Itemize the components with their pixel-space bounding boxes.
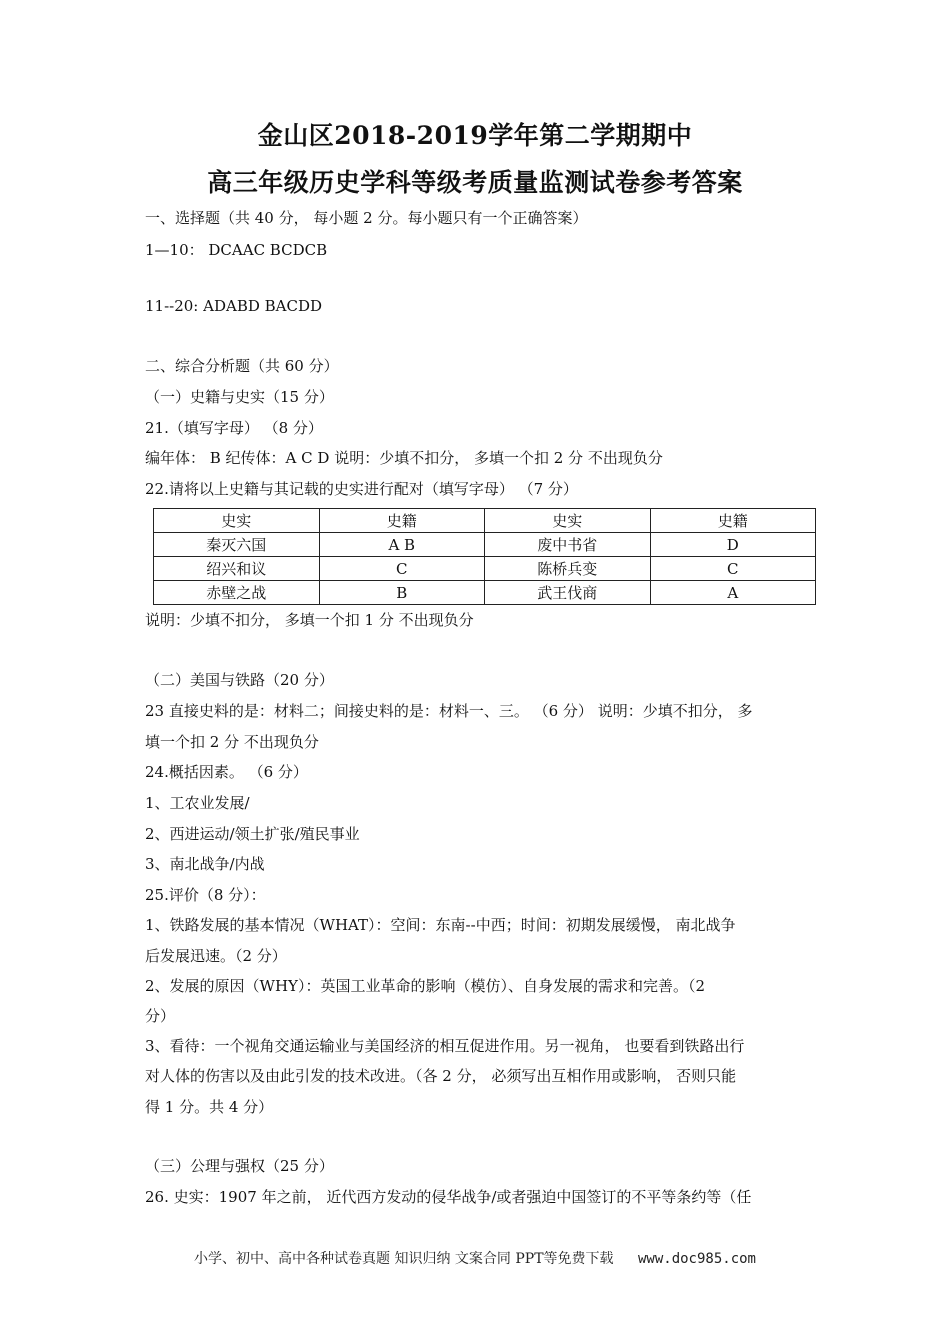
q25-item-2-line2: 分） (145, 1007, 176, 1025)
table-row (154, 533, 816, 557)
q24-prompt: 24.概括因素。 （6 分） (145, 763, 308, 781)
table-header-cell: 史实 (485, 509, 651, 533)
section2-heading: 二、综合分析题（共 60 分） (145, 357, 339, 375)
q24-item-1: 1、工农业发展/ (145, 794, 250, 812)
q25-item-3-line3: 得 1 分。共 4 分） (145, 1098, 274, 1116)
q25-item-2-line1: 2、发展的原因（WHY）：英国工业革命的影响（模仿）、自身发展的需求和完善。（2 (145, 977, 705, 995)
table-header-cell: 史实 (154, 509, 320, 533)
table-cell: 陈桥兵变 (485, 557, 651, 581)
q21-prompt: 21.（填写字母） （8 分） (145, 419, 323, 437)
answers-11-20: 11--20: ADABD BACDD (145, 297, 323, 315)
page-title: 金山区2018-2019学年第二学期期中 (257, 121, 693, 150)
table-header-row (154, 509, 816, 533)
table-cell: C (650, 557, 816, 581)
table-cell: A B (319, 533, 485, 557)
table-cell: D (650, 533, 816, 557)
table-cell: A (650, 581, 816, 605)
table-row (154, 557, 816, 581)
q22-note: 说明：少填不扣分， 多填一个扣 1 分 不出现负分 (145, 611, 474, 629)
page-subtitle: 高三年级历史学科等级考质量监测试卷参考答案 (207, 168, 743, 197)
q25-item-1-line2: 后发展迅速。（2 分） (145, 947, 287, 965)
q25-item-3-line1: 3、看待：一个视角交通运输业与美国经济的相互促进作用。另一视角， 也要看到铁路出行 (145, 1037, 745, 1055)
table-cell: B (319, 581, 485, 605)
answers-1-10: 1—10： DCAAC BCDCB (145, 241, 328, 259)
part3-heading: （三）公理与强权（25 分） (145, 1157, 334, 1175)
q25-prompt: 25.评价（8 分）： (145, 886, 266, 904)
table-cell: 秦灭六国 (154, 533, 320, 557)
q25-item-1-line1: 1、铁路发展的基本情况（WHAT）：空间：东南--中西；时间：初期发展缓慢， 南北战争 (145, 916, 736, 934)
table-cell: C (319, 557, 485, 581)
part2-heading: （二）美国与铁路（20 分） (145, 671, 334, 689)
table-row (154, 581, 816, 605)
footer-url[interactable]: www.doc985.com (637, 1251, 756, 1267)
table-header-cell: 史籍 (650, 509, 816, 533)
table-cell: 赤壁之战 (154, 581, 320, 605)
q24-item-3: 3、南北战争/内战 (145, 855, 265, 873)
table-cell: 武王伐商 (485, 581, 651, 605)
q23-answer-line1: 23 直接史料的是：材料二；间接史料的是：材料一、三。 （6 分） 说明：少填不扣分， 多 (145, 702, 753, 720)
q24-item-2: 2、西进运动/领土扩张/殖民事业 (145, 825, 360, 843)
part1-heading: （一）史籍与史实（15 分） (145, 388, 334, 406)
q22-prompt: 22.请将以上史籍与其记载的史实进行配对（填写字母） （7 分） (145, 480, 578, 498)
footer-text: 小学、初中、高中各种试卷真题 知识归纳 文案合同 PPT等免费下载 (194, 1251, 614, 1267)
q21-answer: 编年体： B 纪传体：A C D 说明：少填不扣分， 多填一个扣 2 分 不出现负分 (145, 449, 663, 467)
q25-item-3-line2: 对人体的伤害以及由此引发的技术改进。（各 2 分， 必须写出互相作用或影响， 否则只能 (145, 1067, 737, 1085)
table-header-cell: 史籍 (319, 509, 485, 533)
q23-answer-line2: 填一个扣 2 分 不出现负分 (145, 733, 319, 751)
table-cell: 绍兴和议 (154, 557, 320, 581)
page-footer (0, 1248, 950, 1268)
q26-answer: 26. 史实：1907 年之前， 近代西方发动的侵华战争/或者强迫中国签订的不平等条约等（任 (145, 1188, 752, 1206)
table-cell: 废中书省 (485, 533, 651, 557)
matching-table (153, 508, 816, 605)
section1-heading: 一、选择题（共 40 分， 每小题 2 分。每小题只有一个正确答案） (145, 209, 588, 227)
